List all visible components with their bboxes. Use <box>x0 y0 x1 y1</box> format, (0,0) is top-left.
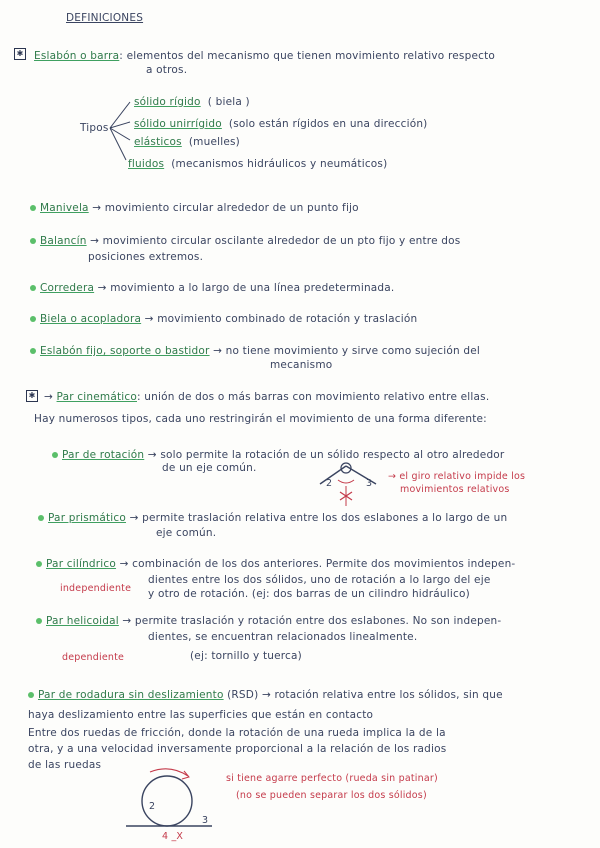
rsd-red-note: (no se pueden separar los dos sólidos) <box>236 790 427 801</box>
tipo-term: elásticos <box>134 136 182 148</box>
par-cinematico-def-2: Hay numerosos tipos, cada uno restringirán el movimiento de una forma diferente: <box>34 413 487 425</box>
diagram-label: 3 <box>202 815 209 826</box>
par-term: Par prismático <box>48 512 127 524</box>
side-note: independiente <box>60 583 132 594</box>
tipo-note: (muelles) <box>188 136 240 148</box>
def-text: → movimiento a lo largo de una línea predeterminada. <box>97 282 395 294</box>
tipo-note: ( biela ) <box>207 96 250 108</box>
def-text: → no tiene movimiento y sirve como sujeción del <box>213 345 481 357</box>
par-line: → combinación de los dos anteriores. Permite dos movimientos indepen- <box>119 558 516 570</box>
def-term: Eslabón fijo, soporte o bastidor <box>40 345 210 357</box>
par-line: dientes entre los dos sólidos, uno de rotación a lo largo del eje <box>148 574 491 586</box>
par-term: Par helicoidal <box>46 615 119 627</box>
par-term: Par cilíndrico <box>46 558 117 570</box>
par-line: de un eje común. <box>162 462 257 474</box>
diagram-note: → el giro relativo impide los <box>388 471 526 482</box>
rsd-line: de las ruedas <box>28 759 102 771</box>
tipo-term: sólido rígido <box>134 96 201 108</box>
tipo-term: sólido unirrígido <box>134 118 222 130</box>
par-cinematico-def-1: : unión de dos o más barras con movimiento relativo entre ellas. <box>137 391 490 403</box>
rsd-line: otra, y a una velocidad inversamente proporcional a la relación de los radios <box>28 743 447 755</box>
par-line: y otro de rotación. (ej: dos barras de un cilindro hidráulico) <box>148 588 470 600</box>
def-cont: mecanismo <box>270 359 333 371</box>
diagram-label: 4 _X <box>162 831 184 842</box>
eslabon-def-1: : elementos del mecanismo que tienen movimiento relativo respecto <box>119 50 496 62</box>
par-line: → permite traslación y rotación entre dos eslabones. No son indepen- <box>122 615 502 627</box>
diagram-label: 2 <box>326 478 333 489</box>
diagram-label: 2 <box>149 801 156 812</box>
def-text: → movimiento circular alrededor de un punto fijo <box>92 202 359 214</box>
par-line: eje común. <box>156 527 217 539</box>
def-cont: posiciones extremos. <box>88 251 204 263</box>
par-cinematico-line-1: → Par cinemático: unión de dos o más barras con movimiento relativo entre ellas. <box>44 391 490 403</box>
def-term: Manivela <box>40 202 89 214</box>
tipo-term: fluidos <box>128 158 165 170</box>
diagram-note: movimientos relativos <box>400 484 510 495</box>
page-title: DEFINICIONES <box>66 12 144 24</box>
tipo-note: (mecanismos hidráulicos y neumáticos) <box>171 158 388 170</box>
rsd-line: Entre dos ruedas de fricción, donde la rotación de una rueda implica la de la <box>28 727 446 739</box>
rsd-red-note: si tiene agarre perfecto (rueda sin patinar) <box>226 773 438 784</box>
def-text: → movimiento combinado de rotación y traslación <box>144 313 418 325</box>
eslabon-term: Eslabón o barra <box>34 50 120 62</box>
side-note: dependiente <box>62 652 125 663</box>
par-line: (ej: tornillo y tuerca) <box>190 650 302 662</box>
par-line: → permite traslación relativa entre los dos eslabones a lo largo de un <box>129 512 508 524</box>
par-term: Par de rotación <box>62 449 145 461</box>
tipo-note: (solo están rígidos en una dirección) <box>228 118 428 130</box>
par-cinematico-term: Par cinemático <box>56 391 137 403</box>
rsd-line: → rotación relativa entre los sólidos, sin que <box>261 689 503 701</box>
def-text: → movimiento circular oscilante alrededor de un pto fijo y entre dos <box>90 235 461 247</box>
eslabon-def-2: a otros. <box>146 64 188 76</box>
par-line: dientes, se encuentran relacionados linealmente. <box>148 631 418 643</box>
rsd-abbr: (RSD) <box>227 689 259 701</box>
rsd-line: haya deslizamiento entre las superficies que están en contacto <box>28 709 374 721</box>
tipos-label: Tipos <box>80 122 109 134</box>
star-marker-icon: ✱ <box>14 48 26 60</box>
def-term: Balancín <box>40 235 87 247</box>
def-term: Corredera <box>40 282 95 294</box>
par-line: → solo permite la rotación de un sólido respecto al otro alrededor <box>147 449 505 461</box>
def-term: Biela o acopladora <box>40 313 142 325</box>
diagram-label: 3 <box>366 478 373 489</box>
star-marker-icon: ✱ <box>26 390 38 402</box>
rsd-term: Par de rodadura sin deslizamiento <box>38 689 224 701</box>
